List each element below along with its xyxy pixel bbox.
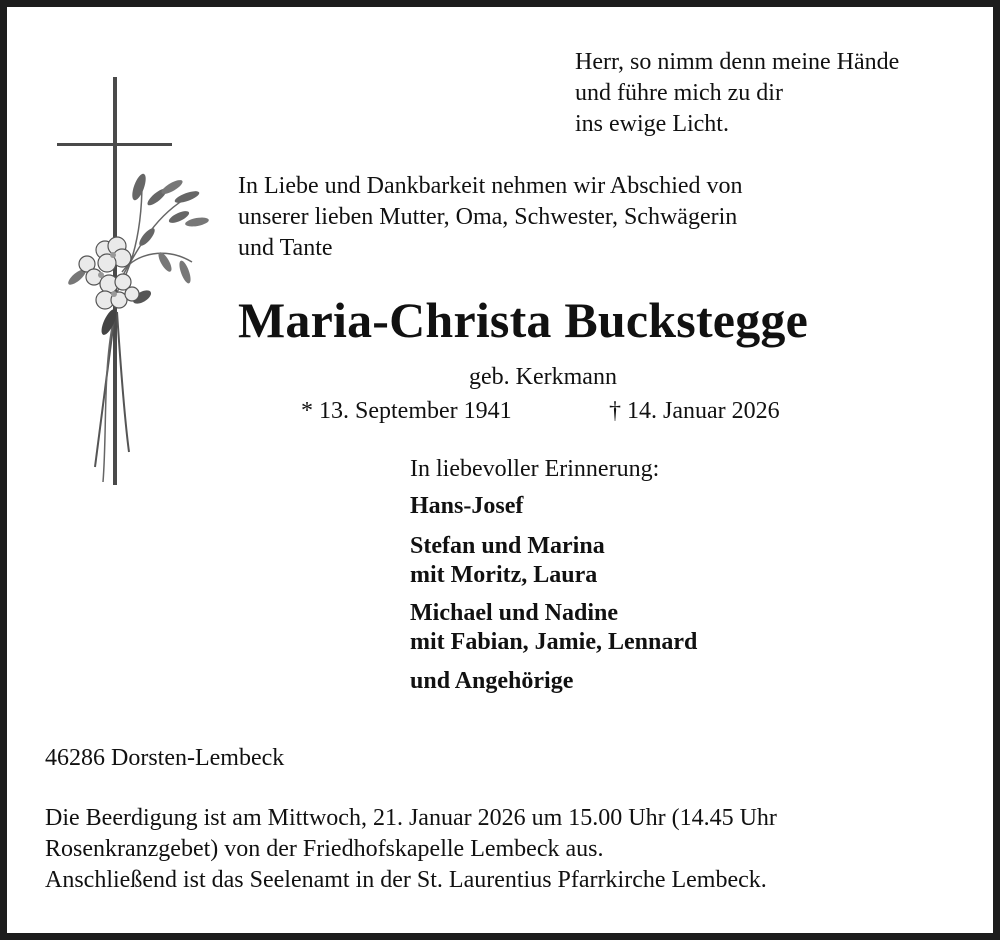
verse-line-1: Herr, so nimm denn meine Hände <box>575 49 900 75</box>
location: 46286 Dorsten-Lembeck <box>45 745 285 771</box>
mourner-fabian-jamie-lennard: mit Fabian, Jamie, Lennard <box>410 629 698 655</box>
cross-with-flowers-icon <box>47 72 222 492</box>
birth-name: geb. Kerkmann <box>469 364 617 390</box>
funeral-line-2: Rosenkranzgebet) von der Friedhofskapelle Lembeck aus. <box>45 836 604 862</box>
death-date: † 14. Januar 2026 <box>609 398 780 424</box>
mourner-relatives: und Angehörige <box>410 668 574 694</box>
mourners-heading: In liebevoller Erinnerung: <box>410 456 660 482</box>
funeral-line-3: Anschließend ist das Seelenamt in der St. Laurentius Pfarrkirche Lembeck. <box>45 867 767 893</box>
mourner-michael-nadine: Michael und Nadine <box>410 600 619 626</box>
intro-line-3: und Tante <box>238 235 333 261</box>
deceased-name: Maria-Christa Buckstegge <box>238 292 808 348</box>
intro-line-1: In Liebe und Dankbarkeit nehmen wir Abschied von <box>238 173 743 199</box>
birth-date: * 13. September 1941 <box>301 398 512 424</box>
mourner-moritz-laura: mit Moritz, Laura <box>410 562 598 588</box>
verse-line-3: ins ewige Licht. <box>575 111 729 137</box>
funeral-line-1: Die Beerdigung ist am Mittwoch, 21. Januar 2026 um 15.00 Uhr (14.45 Uhr <box>45 805 777 831</box>
mourner-hans-josef: Hans-Josef <box>410 493 524 519</box>
verse-line-2: und führe mich zu dir <box>575 80 783 106</box>
intro-line-2: unserer lieben Mutter, Oma, Schwester, Schwägerin <box>238 204 738 230</box>
mourner-stefan-marina: Stefan und Marina <box>410 533 605 559</box>
